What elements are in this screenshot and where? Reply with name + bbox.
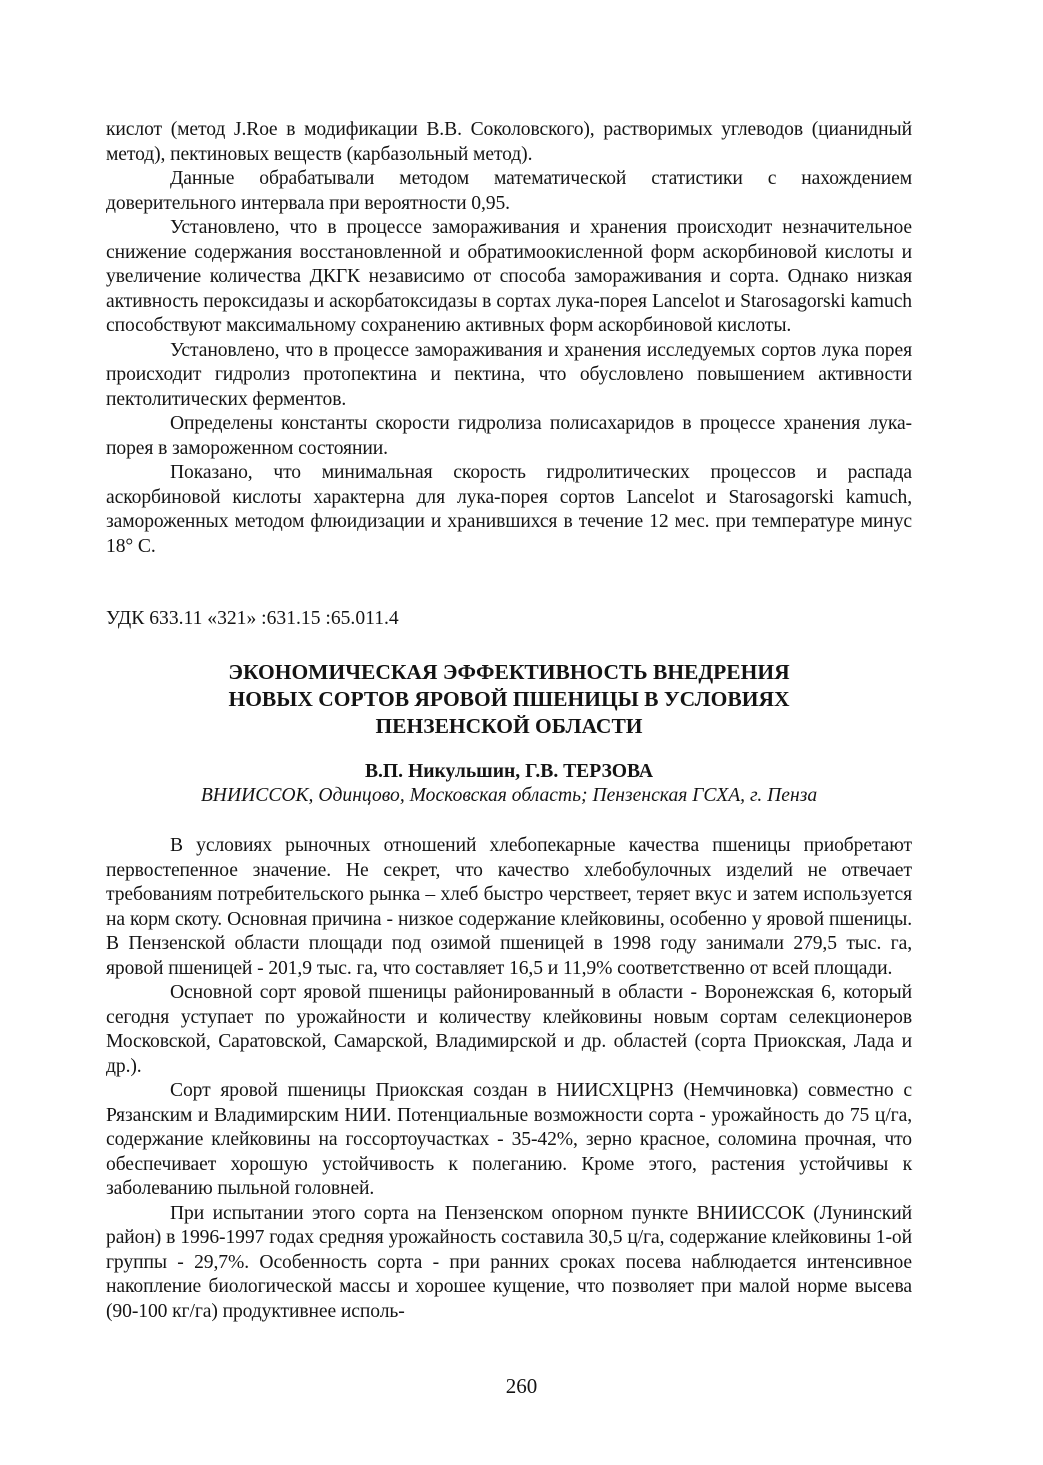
- paragraph: Установлено, что в процессе замораживания и хранения исследуемых сортов лука порея происходит гидролиз протопектина и пектина, что обусловлено повышением активности пектолитических ферментов.: [106, 339, 912, 410]
- paragraph: Определены константы скорости гидролиза полисахаридов в процессе хранения лука-порея в замороженном состоянии.: [106, 413, 912, 459]
- title-line: НОВЫХ СОРТОВ ЯРОВОЙ ПШЕНИЦЫ В УСЛОВИЯХ: [228, 687, 790, 711]
- affiliation: ВНИИССОК, Одинцово, Московская область; Пензенская ГСХА, г. Пенза: [200, 785, 818, 806]
- title-line: ПЕНЗЕНСКОЙ ОБЛАСТИ: [375, 714, 643, 738]
- paragraph: Основной сорт яровой пшеницы районированный в области - Воронежская 6, который сегодня уступает по урожайности и количеству клейковины новым сортам селекционеров Московской, Саратовской, Самарской, Владимирской и др. областей (сорта Приокская, Лада и др.).: [106, 982, 912, 1077]
- title-line: ЭКОНОМИЧЕСКАЯ ЭФФЕКТИВНОСТЬ ВНЕДРЕНИЯ: [228, 660, 790, 684]
- paragraph: В условиях рыночных отношений хлебопекарные качества пшеницы приобретают первостепенное значение. Не секрет, что качество хлебобулочных изделий не отвечает требованиям потребительского рынка – хлеб быстро черствеет, теряет вкус и затем используется на корм скоту. Основная причина - низкое содержание клейковины, особенно у яровой пшеницы. В Пензенской области площади под озимой пшеницей в 1998 году занимали 279,5 тыс. га, яровой пшеницей - 201,9 тыс. га, что составляет 16,5 и 11,9% соответственно от всей площади.: [106, 835, 912, 979]
- paragraph: кислот (метод J.Roe в модификации В.В. Соколовского), растворимых углеводов (цианидный метод), пектиновых веществ (карбазольный метод).: [106, 119, 912, 165]
- article-title: [106, 659, 912, 740]
- authors: В.П. Никульшин, Г.В. ТЕРЗОВА: [364, 761, 654, 782]
- previous-article-continuation: [106, 118, 912, 559]
- udk-code: УДК 633.11 «321» :631.15 :65.011.4: [106, 608, 399, 629]
- paragraph: Данные обрабатывали методом математической статистики с нахождением доверительного интервала при вероятности 0,95.: [106, 168, 912, 214]
- paragraph: Сорт яровой пшеницы Приокская создан в НИИСХЦРНЗ (Немчиновка) совместно с Рязанским и Владимирским НИИ. Потенциальные возможности сорта - урожайность до 75 ц/га, содержание клейковины на госсортоучастках - 35-42%, зерно красное, соломина прочная, что обеспечивает хорошую устойчивость к полеганию. Кроме этого, растения устойчивы к заболеванию пыльной головней.: [106, 1080, 912, 1199]
- paragraph: При испытании этого сорта на Пензенском опорном пункте ВНИИССОК (Лунинский район) в 1996-1997 годах средняя урожайность составила 30,5 ц/га, содержание клейковины 1-ой группы - 29,7%. Особенность сорта - при ранних сроках посева наблюдается интенсивное накопление биологической массы и хорошее кущение, что позволяет при малой норме высева (90-100 кг/га) продуктивнее исполь-: [106, 1202, 912, 1322]
- article: [106, 607, 912, 1324]
- paragraph: Показано, что минимальная скорость гидролитических процессов и распада аскорбиновой кислоты характерна для лука-порея сортов Lancelot и Starosagorski kamuch, замороженных методом флюидизации и хранившихся в течение 12 мес. при температуре минус 18° С.: [106, 462, 912, 557]
- page-number: 260: [505, 1374, 538, 1398]
- paragraph: Установлено, что в процессе замораживания и хранения происходит незначительное снижение содержания восстановленной и обратимоокисленной форм аскорбиновой кислоты и увеличение количества ДКГК независимо от способа замораживания и сорта. Однако низкая активность пероксидазы и аскорбатоксидазы в сортах лука-порея Lancelot и Starosagorski kamuch способствуют максимальному сохранению активных форм аскорбиновой кислоты.: [106, 217, 912, 336]
- page-content: [106, 118, 912, 1324]
